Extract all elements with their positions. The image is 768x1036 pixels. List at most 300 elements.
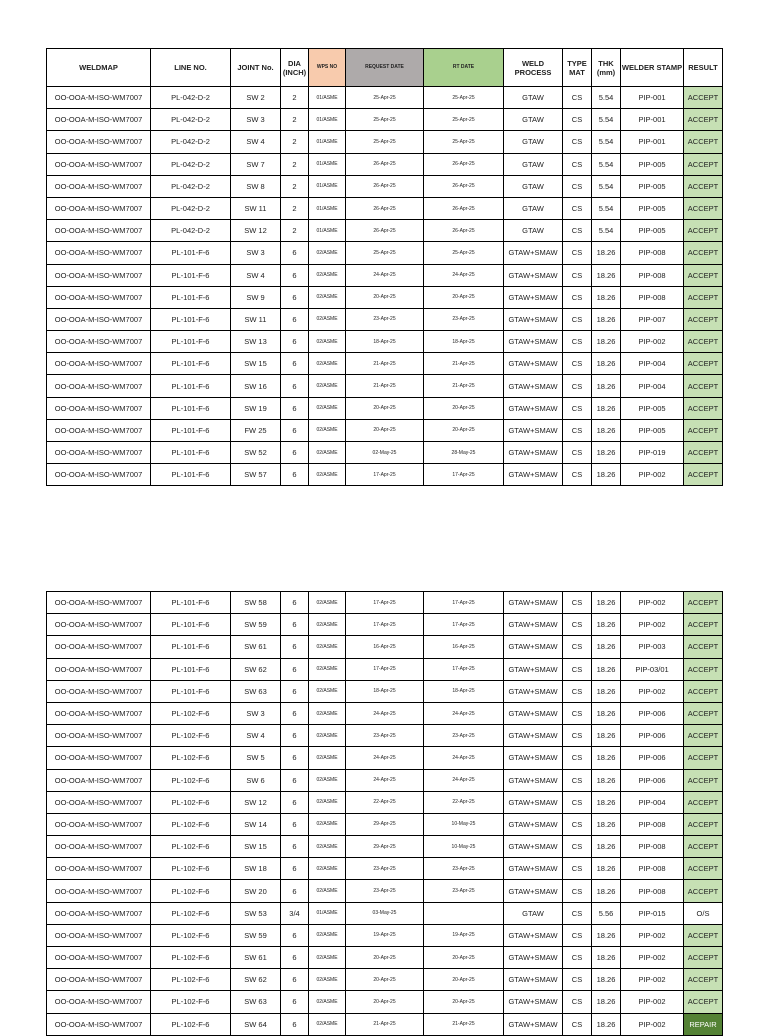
cell-dia: 6 xyxy=(281,747,309,769)
cell-weldmap: OO-OOA-M-ISO-WM7007 xyxy=(47,264,151,286)
cell-weld-process: GTAW+SMAW xyxy=(504,419,563,441)
table-row xyxy=(47,680,723,702)
table-row xyxy=(47,658,723,680)
cell-type-mat: CS xyxy=(563,197,592,219)
cell-thk: 5.54 xyxy=(592,131,621,153)
cell-joint-no: SW 9 xyxy=(231,286,281,308)
cell-joint-no: SW 15 xyxy=(231,836,281,858)
cell-line-no: PL-101-F-6 xyxy=(151,286,231,308)
cell-joint-no: SW 20 xyxy=(231,880,281,902)
table-row xyxy=(47,636,723,658)
cell-weld-process: GTAW+SMAW xyxy=(504,1013,563,1035)
cell-weld-process: GTAW+SMAW xyxy=(504,769,563,791)
cell-joint-no: SW 4 xyxy=(231,264,281,286)
cell-thk: 18.26 xyxy=(592,331,621,353)
cell-line-no: PL-101-F-6 xyxy=(151,264,231,286)
cell-joint-no: SW 16 xyxy=(231,375,281,397)
cell-joint-no: SW 59 xyxy=(231,924,281,946)
table-row xyxy=(47,725,723,747)
cell-dia: 6 xyxy=(281,397,309,419)
cell-line-no: PL-101-F-6 xyxy=(151,442,231,464)
cell-weldmap: OO-OOA-M-ISO-WM7007 xyxy=(47,175,151,197)
cell-wps-no: 02/ASME xyxy=(309,991,346,1013)
cell-joint-no: SW 64 xyxy=(231,1013,281,1035)
cell-welder-stamp: PIP-006 xyxy=(621,769,684,791)
cell-thk: 18.26 xyxy=(592,769,621,791)
cell-dia: 2 xyxy=(281,175,309,197)
table-row xyxy=(47,991,723,1013)
cell-type-mat: CS xyxy=(563,375,592,397)
cell-weldmap: OO-OOA-M-ISO-WM7007 xyxy=(47,902,151,924)
cell-line-no: PL-102-F-6 xyxy=(151,947,231,969)
cell-type-mat: CS xyxy=(563,836,592,858)
cell-rt-date: 10-May-25 xyxy=(424,813,504,835)
cell-result: ACCEPT xyxy=(684,702,723,724)
cell-joint-no: SW 63 xyxy=(231,680,281,702)
cell-type-mat: CS xyxy=(563,131,592,153)
cell-line-no: PL-102-F-6 xyxy=(151,880,231,902)
cell-rt-date: 24-Apr-25 xyxy=(424,264,504,286)
cell-welder-stamp: PIP-002 xyxy=(621,991,684,1013)
cell-weldmap: OO-OOA-M-ISO-WM7007 xyxy=(47,464,151,486)
cell-line-no: PL-101-F-6 xyxy=(151,464,231,486)
cell-result: ACCEPT xyxy=(684,658,723,680)
cell-line-no: PL-102-F-6 xyxy=(151,747,231,769)
cell-dia: 6 xyxy=(281,442,309,464)
cell-wps-no: 02/ASME xyxy=(309,725,346,747)
table-row xyxy=(47,791,723,813)
cell-dia: 6 xyxy=(281,464,309,486)
cell-welder-stamp: PIP-002 xyxy=(621,947,684,969)
cell-weld-process: GTAW+SMAW xyxy=(504,947,563,969)
cell-wps-no: 01/ASME xyxy=(309,902,346,924)
cell-joint-no: SW 62 xyxy=(231,969,281,991)
cell-weld-process: GTAW+SMAW xyxy=(504,636,563,658)
cell-rt-date: 17-Apr-25 xyxy=(424,464,504,486)
cell-dia: 2 xyxy=(281,87,309,109)
cell-dia: 6 xyxy=(281,353,309,375)
cell-wps-no: 02/ASME xyxy=(309,375,346,397)
cell-weldmap: OO-OOA-M-ISO-WM7007 xyxy=(47,353,151,375)
cell-welder-stamp: PIP-008 xyxy=(621,242,684,264)
cell-result: ACCEPT xyxy=(684,397,723,419)
cell-type-mat: CS xyxy=(563,902,592,924)
cell-thk: 18.26 xyxy=(592,747,621,769)
cell-type-mat: CS xyxy=(563,308,592,330)
cell-request-date: 29-Apr-25 xyxy=(346,813,424,835)
cell-weld-process: GTAW+SMAW xyxy=(504,614,563,636)
cell-rt-date: 23-Apr-25 xyxy=(424,308,504,330)
cell-request-date: 23-Apr-25 xyxy=(346,880,424,902)
cell-dia: 6 xyxy=(281,636,309,658)
cell-joint-no: SW 2 xyxy=(231,87,281,109)
cell-welder-stamp: PIP-002 xyxy=(621,464,684,486)
cell-weldmap: OO-OOA-M-ISO-WM7007 xyxy=(47,109,151,131)
cell-thk: 18.26 xyxy=(592,791,621,813)
cell-thk: 5.54 xyxy=(592,87,621,109)
table-row xyxy=(47,353,723,375)
cell-type-mat: CS xyxy=(563,813,592,835)
cell-wps-no: 02/ASME xyxy=(309,286,346,308)
cell-rt-date: 24-Apr-25 xyxy=(424,769,504,791)
cell-line-no: PL-102-F-6 xyxy=(151,769,231,791)
table-row xyxy=(47,947,723,969)
cell-type-mat: CS xyxy=(563,702,592,724)
table-row xyxy=(47,858,723,880)
cell-result: ACCEPT xyxy=(684,264,723,286)
cell-weldmap: OO-OOA-M-ISO-WM7007 xyxy=(47,220,151,242)
cell-request-date: 18-Apr-25 xyxy=(346,331,424,353)
cell-result: ACCEPT xyxy=(684,375,723,397)
cell-thk: 18.26 xyxy=(592,858,621,880)
cell-weld-process: GTAW+SMAW xyxy=(504,308,563,330)
cell-thk: 18.26 xyxy=(592,880,621,902)
cell-rt-date: 20-Apr-25 xyxy=(424,419,504,441)
cell-rt-date: 20-Apr-25 xyxy=(424,397,504,419)
cell-wps-no: 02/ASME xyxy=(309,397,346,419)
cell-line-no: PL-101-F-6 xyxy=(151,680,231,702)
cell-dia: 6 xyxy=(281,658,309,680)
cell-rt-date: 26-Apr-25 xyxy=(424,197,504,219)
cell-thk: 18.26 xyxy=(592,969,621,991)
cell-request-date: 22-Apr-25 xyxy=(346,791,424,813)
table-row xyxy=(47,264,723,286)
cell-line-no: PL-102-F-6 xyxy=(151,902,231,924)
cell-request-date: 16-Apr-25 xyxy=(346,636,424,658)
cell-request-date: 02-May-25 xyxy=(346,442,424,464)
cell-dia: 2 xyxy=(281,153,309,175)
cell-joint-no: SW 12 xyxy=(231,791,281,813)
cell-request-date: 26-Apr-25 xyxy=(346,153,424,175)
cell-welder-stamp: PIP-008 xyxy=(621,286,684,308)
cell-dia: 6 xyxy=(281,769,309,791)
cell-line-no: PL-101-F-6 xyxy=(151,397,231,419)
cell-result: ACCEPT xyxy=(684,197,723,219)
cell-weldmap: OO-OOA-M-ISO-WM7007 xyxy=(47,836,151,858)
cell-line-no: PL-101-F-6 xyxy=(151,308,231,330)
cell-welder-stamp: PIP-005 xyxy=(621,220,684,242)
cell-joint-no: SW 53 xyxy=(231,902,281,924)
cell-dia: 6 xyxy=(281,947,309,969)
cell-thk: 18.26 xyxy=(592,353,621,375)
cell-result: ACCEPT xyxy=(684,680,723,702)
cell-type-mat: CS xyxy=(563,769,592,791)
cell-weld-process: GTAW xyxy=(504,131,563,153)
cell-dia: 6 xyxy=(281,725,309,747)
cell-welder-stamp: PIP-004 xyxy=(621,791,684,813)
cell-line-no: PL-042-D-2 xyxy=(151,220,231,242)
cell-weld-process: GTAW+SMAW xyxy=(504,442,563,464)
cell-joint-no: SW 59 xyxy=(231,614,281,636)
cell-welder-stamp: PIP-001 xyxy=(621,109,684,131)
cell-welder-stamp: PIP-002 xyxy=(621,592,684,614)
cell-request-date: 17-Apr-25 xyxy=(346,592,424,614)
cell-joint-no: SW 61 xyxy=(231,947,281,969)
table-row xyxy=(47,397,723,419)
cell-joint-no: SW 4 xyxy=(231,131,281,153)
cell-dia: 6 xyxy=(281,924,309,946)
cell-line-no: PL-042-D-2 xyxy=(151,175,231,197)
cell-joint-no: SW 5 xyxy=(231,747,281,769)
cell-weld-process: GTAW xyxy=(504,87,563,109)
cell-weld-process: GTAW+SMAW xyxy=(504,397,563,419)
cell-dia: 6 xyxy=(281,242,309,264)
cell-weld-process: GTAW+SMAW xyxy=(504,375,563,397)
cell-result: ACCEPT xyxy=(684,880,723,902)
cell-type-mat: CS xyxy=(563,464,592,486)
cell-welder-stamp: PIP-006 xyxy=(621,747,684,769)
cell-wps-no: 02/ASME xyxy=(309,769,346,791)
cell-line-no: PL-102-F-6 xyxy=(151,702,231,724)
cell-weld-process: GTAW+SMAW xyxy=(504,924,563,946)
cell-weld-process: GTAW+SMAW xyxy=(504,725,563,747)
cell-joint-no: SW 3 xyxy=(231,702,281,724)
cell-weldmap: OO-OOA-M-ISO-WM7007 xyxy=(47,680,151,702)
cell-weldmap: OO-OOA-M-ISO-WM7007 xyxy=(47,747,151,769)
table-row xyxy=(47,702,723,724)
cell-thk: 18.26 xyxy=(592,636,621,658)
cell-weld-process: GTAW+SMAW xyxy=(504,836,563,858)
cell-welder-stamp: PIP-015 xyxy=(621,902,684,924)
cell-dia: 6 xyxy=(281,680,309,702)
cell-joint-no: SW 3 xyxy=(231,242,281,264)
cell-weld-process: GTAW xyxy=(504,197,563,219)
table-row xyxy=(47,813,723,835)
cell-wps-no: 02/ASME xyxy=(309,791,346,813)
cell-line-no: PL-042-D-2 xyxy=(151,109,231,131)
cell-weldmap: OO-OOA-M-ISO-WM7007 xyxy=(47,924,151,946)
cell-rt-date: 25-Apr-25 xyxy=(424,87,504,109)
table-row xyxy=(47,220,723,242)
cell-joint-no: SW 11 xyxy=(231,197,281,219)
table-row xyxy=(47,375,723,397)
cell-weld-process: GTAW+SMAW xyxy=(504,658,563,680)
header-thk: THK (mm) xyxy=(592,49,621,87)
cell-weld-process: GTAW+SMAW xyxy=(504,264,563,286)
table-row xyxy=(47,747,723,769)
cell-request-date: 24-Apr-25 xyxy=(346,702,424,724)
cell-wps-no: 02/ASME xyxy=(309,969,346,991)
cell-joint-no: SW 4 xyxy=(231,725,281,747)
cell-weld-process: GTAW+SMAW xyxy=(504,286,563,308)
cell-thk: 5.54 xyxy=(592,153,621,175)
cell-thk: 18.26 xyxy=(592,702,621,724)
cell-joint-no: SW 19 xyxy=(231,397,281,419)
table-row xyxy=(47,924,723,946)
cell-weld-process: GTAW+SMAW xyxy=(504,464,563,486)
cell-thk: 18.26 xyxy=(592,725,621,747)
cell-dia: 6 xyxy=(281,858,309,880)
cell-result: ACCEPT xyxy=(684,969,723,991)
header-line-no: LINE NO. xyxy=(151,49,231,87)
cell-weld-process: GTAW+SMAW xyxy=(504,331,563,353)
cell-welder-stamp: PIP-002 xyxy=(621,969,684,991)
cell-type-mat: CS xyxy=(563,858,592,880)
cell-rt-date: 21-Apr-25 xyxy=(424,1013,504,1035)
cell-request-date: 20-Apr-25 xyxy=(346,286,424,308)
cell-rt-date: 20-Apr-25 xyxy=(424,991,504,1013)
cell-result: O/S xyxy=(684,902,723,924)
cell-rt-date: 16-Apr-25 xyxy=(424,636,504,658)
cell-rt-date: 21-Apr-25 xyxy=(424,375,504,397)
cell-thk: 5.54 xyxy=(592,197,621,219)
cell-rt-date: 26-Apr-25 xyxy=(424,153,504,175)
cell-type-mat: CS xyxy=(563,331,592,353)
cell-type-mat: CS xyxy=(563,175,592,197)
cell-line-no: PL-101-F-6 xyxy=(151,375,231,397)
cell-weld-process: GTAW xyxy=(504,153,563,175)
cell-thk: 18.26 xyxy=(592,924,621,946)
cell-wps-no: 02/ASME xyxy=(309,636,346,658)
cell-result: ACCEPT xyxy=(684,791,723,813)
cell-wps-no: 02/ASME xyxy=(309,836,346,858)
table-row xyxy=(47,175,723,197)
cell-joint-no: SW 3 xyxy=(231,109,281,131)
cell-weld-process: GTAW xyxy=(504,902,563,924)
weld-log-table-page-1 xyxy=(46,48,723,486)
cell-type-mat: CS xyxy=(563,153,592,175)
cell-thk: 5.54 xyxy=(592,175,621,197)
cell-rt-date: 18-Apr-25 xyxy=(424,331,504,353)
cell-rt-date: 26-Apr-25 xyxy=(424,175,504,197)
cell-type-mat: CS xyxy=(563,109,592,131)
cell-weld-process: GTAW+SMAW xyxy=(504,813,563,835)
cell-request-date: 23-Apr-25 xyxy=(346,725,424,747)
table-row xyxy=(47,87,723,109)
cell-rt-date xyxy=(424,902,504,924)
cell-welder-stamp: PIP-008 xyxy=(621,264,684,286)
cell-welder-stamp: PIP-005 xyxy=(621,197,684,219)
cell-result: ACCEPT xyxy=(684,614,723,636)
cell-wps-no: 02/ASME xyxy=(309,1013,346,1035)
cell-dia: 6 xyxy=(281,1013,309,1035)
cell-wps-no: 02/ASME xyxy=(309,880,346,902)
cell-thk: 5.54 xyxy=(592,109,621,131)
cell-welder-stamp: PIP-005 xyxy=(621,397,684,419)
cell-dia: 6 xyxy=(281,991,309,1013)
cell-dia: 6 xyxy=(281,813,309,835)
cell-welder-stamp: PIP-003 xyxy=(621,636,684,658)
cell-dia: 6 xyxy=(281,791,309,813)
cell-line-no: PL-101-F-6 xyxy=(151,242,231,264)
cell-weldmap: OO-OOA-M-ISO-WM7007 xyxy=(47,969,151,991)
cell-dia: 6 xyxy=(281,419,309,441)
table-row xyxy=(47,197,723,219)
cell-joint-no: SW 14 xyxy=(231,813,281,835)
cell-request-date: 17-Apr-25 xyxy=(346,614,424,636)
cell-request-date: 23-Apr-25 xyxy=(346,308,424,330)
cell-thk: 18.26 xyxy=(592,308,621,330)
cell-weldmap: OO-OOA-M-ISO-WM7007 xyxy=(47,397,151,419)
cell-line-no: PL-102-F-6 xyxy=(151,836,231,858)
cell-rt-date: 23-Apr-25 xyxy=(424,880,504,902)
cell-wps-no: 02/ASME xyxy=(309,858,346,880)
cell-wps-no: 02/ASME xyxy=(309,464,346,486)
cell-weld-process: GTAW xyxy=(504,175,563,197)
cell-rt-date: 25-Apr-25 xyxy=(424,242,504,264)
cell-line-no: PL-101-F-6 xyxy=(151,592,231,614)
cell-wps-no: 02/ASME xyxy=(309,592,346,614)
cell-result: ACCEPT xyxy=(684,353,723,375)
cell-request-date: 17-Apr-25 xyxy=(346,658,424,680)
cell-joint-no: SW 11 xyxy=(231,308,281,330)
cell-rt-date: 28-May-25 xyxy=(424,442,504,464)
cell-wps-no: 02/ASME xyxy=(309,680,346,702)
cell-thk: 18.26 xyxy=(592,464,621,486)
cell-dia: 2 xyxy=(281,131,309,153)
cell-joint-no: SW 18 xyxy=(231,858,281,880)
cell-dia: 2 xyxy=(281,109,309,131)
cell-joint-no: SW 12 xyxy=(231,220,281,242)
cell-joint-no: SW 62 xyxy=(231,658,281,680)
cell-wps-no: 02/ASME xyxy=(309,353,346,375)
cell-type-mat: CS xyxy=(563,947,592,969)
cell-result: ACCEPT xyxy=(684,747,723,769)
cell-joint-no: SW 63 xyxy=(231,991,281,1013)
cell-request-date: 24-Apr-25 xyxy=(346,769,424,791)
cell-welder-stamp: PIP-002 xyxy=(621,331,684,353)
cell-line-no: PL-102-F-6 xyxy=(151,858,231,880)
header-wps-no: WPS NO xyxy=(309,49,346,87)
cell-welder-stamp: PIP-005 xyxy=(621,153,684,175)
cell-thk: 18.26 xyxy=(592,442,621,464)
cell-welder-stamp: PIP-006 xyxy=(621,702,684,724)
cell-rt-date: 20-Apr-25 xyxy=(424,286,504,308)
cell-result: ACCEPT xyxy=(684,175,723,197)
cell-result: ACCEPT xyxy=(684,242,723,264)
header-weld-process: WELD PROCESS xyxy=(504,49,563,87)
cell-weldmap: OO-OOA-M-ISO-WM7007 xyxy=(47,947,151,969)
cell-welder-stamp: PIP-008 xyxy=(621,858,684,880)
cell-rt-date: 24-Apr-25 xyxy=(424,702,504,724)
cell-joint-no: SW 15 xyxy=(231,353,281,375)
cell-weld-process: GTAW+SMAW xyxy=(504,353,563,375)
cell-request-date: 24-Apr-25 xyxy=(346,264,424,286)
cell-thk: 18.26 xyxy=(592,375,621,397)
cell-weldmap: OO-OOA-M-ISO-WM7007 xyxy=(47,286,151,308)
cell-request-date: 26-Apr-25 xyxy=(346,220,424,242)
cell-rt-date: 20-Apr-25 xyxy=(424,947,504,969)
cell-dia: 6 xyxy=(281,969,309,991)
cell-weldmap: OO-OOA-M-ISO-WM7007 xyxy=(47,375,151,397)
cell-weldmap: OO-OOA-M-ISO-WM7007 xyxy=(47,331,151,353)
cell-weld-process: GTAW xyxy=(504,109,563,131)
cell-weldmap: OO-OOA-M-ISO-WM7007 xyxy=(47,419,151,441)
cell-result: ACCEPT xyxy=(684,836,723,858)
cell-weldmap: OO-OOA-M-ISO-WM7007 xyxy=(47,658,151,680)
cell-dia: 3/4 xyxy=(281,902,309,924)
cell-line-no: PL-101-F-6 xyxy=(151,331,231,353)
cell-weld-process: GTAW+SMAW xyxy=(504,702,563,724)
cell-weldmap: OO-OOA-M-ISO-WM7007 xyxy=(47,769,151,791)
cell-thk: 18.26 xyxy=(592,836,621,858)
cell-wps-no: 02/ASME xyxy=(309,242,346,264)
cell-thk: 5.56 xyxy=(592,902,621,924)
cell-request-date: 29-Apr-25 xyxy=(346,836,424,858)
cell-welder-stamp: PIP-002 xyxy=(621,614,684,636)
header-welder-stamp: WELDER STAMP xyxy=(621,49,684,87)
cell-request-date: 26-Apr-25 xyxy=(346,175,424,197)
cell-dia: 6 xyxy=(281,331,309,353)
cell-weld-process: GTAW+SMAW xyxy=(504,592,563,614)
cell-dia: 6 xyxy=(281,880,309,902)
cell-dia: 2 xyxy=(281,220,309,242)
cell-welder-stamp: PIP-005 xyxy=(621,419,684,441)
cell-weldmap: OO-OOA-M-ISO-WM7007 xyxy=(47,813,151,835)
cell-rt-date: 10-May-25 xyxy=(424,836,504,858)
cell-thk: 18.26 xyxy=(592,264,621,286)
cell-type-mat: CS xyxy=(563,636,592,658)
